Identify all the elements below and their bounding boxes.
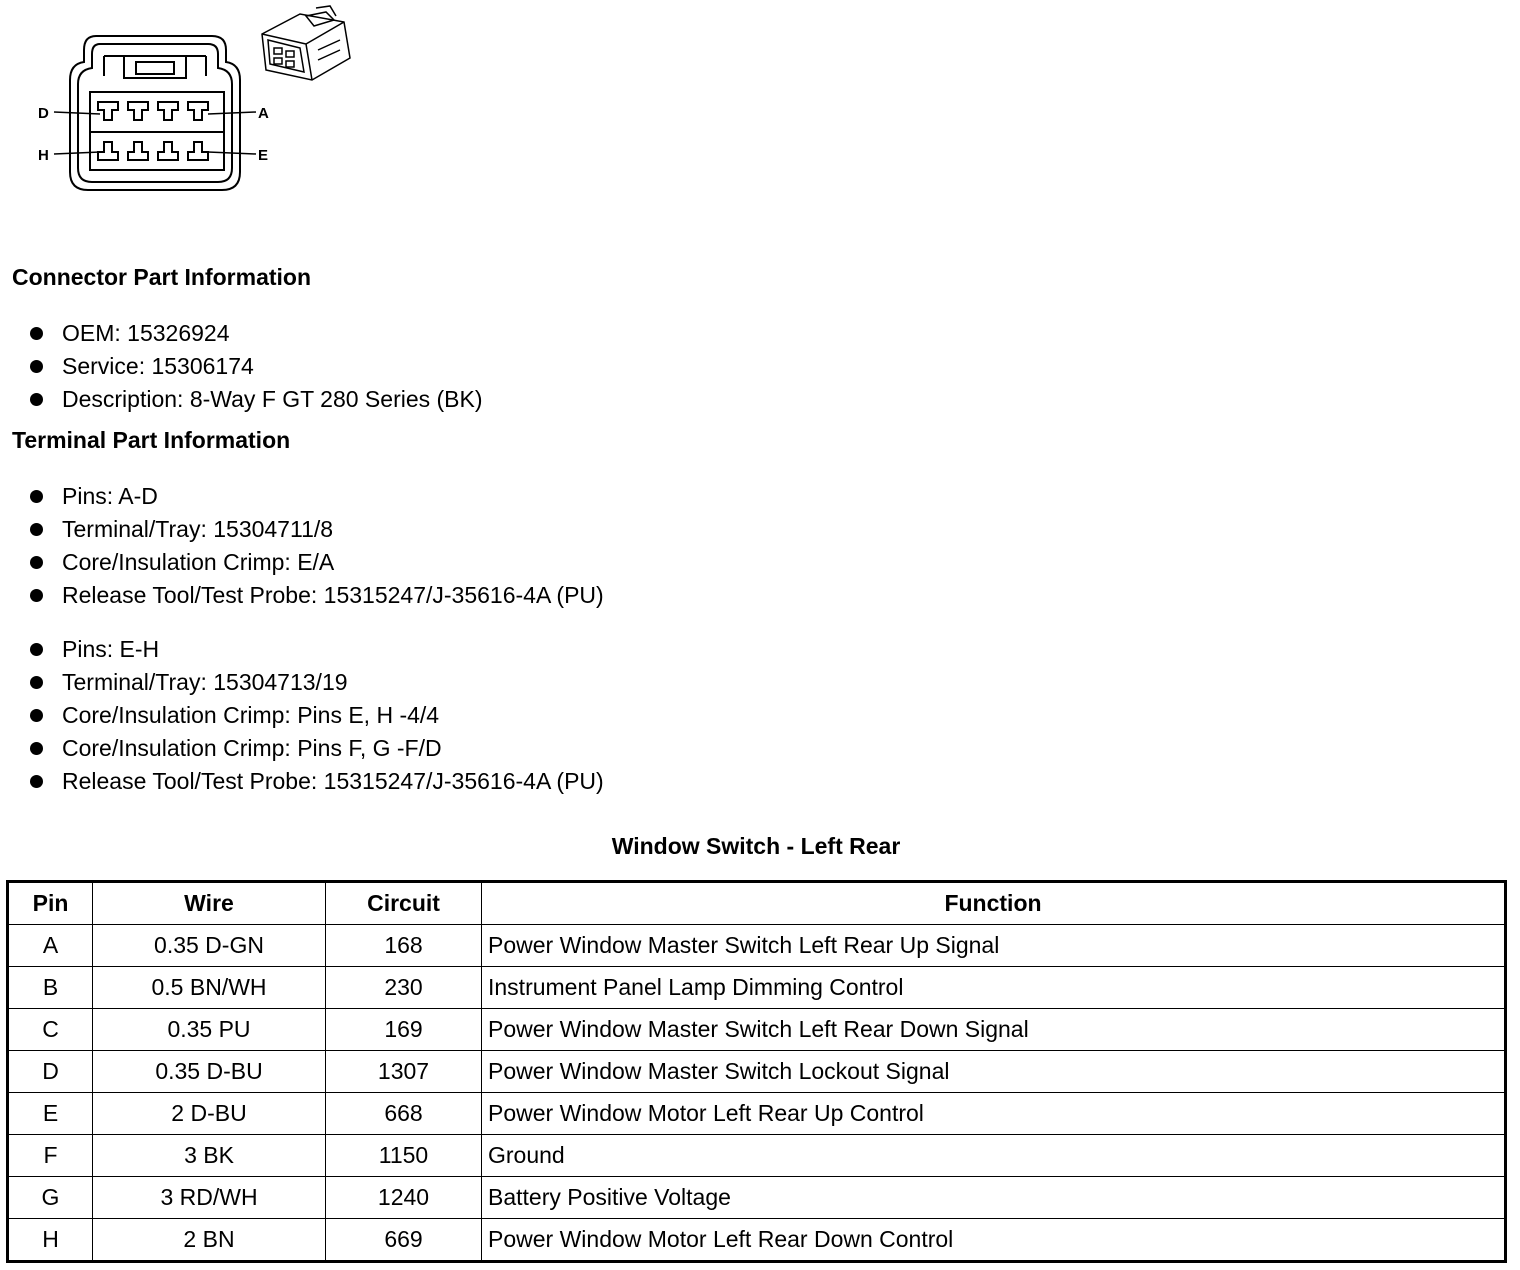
list-item: Service: 15306174 [30, 350, 483, 383]
cell-pin: C [8, 1009, 93, 1051]
list-item: Terminal/Tray: 15304711/8 [30, 513, 604, 546]
header-pin: Pin [8, 882, 93, 925]
connector-part-info-heading: Connector Part Information [12, 264, 312, 290]
cell-wire: 3 BK [93, 1135, 326, 1177]
terminal-group-a-d-list [30, 480, 604, 612]
pin-label-e: E [258, 147, 269, 164]
cell-circuit: 230 [326, 967, 482, 1009]
header-function: Function [482, 882, 1506, 925]
cell-pin: E [8, 1093, 93, 1135]
header-circuit: Circuit [326, 882, 482, 925]
list-item: Terminal/Tray: 15304713/19 [30, 666, 604, 699]
cell-pin: G [8, 1177, 93, 1219]
table-row [8, 1219, 1506, 1262]
cell-pin: D [8, 1051, 93, 1093]
header-wire: Wire [93, 882, 326, 925]
cell-wire: 0.35 D-GN [93, 925, 326, 967]
table-row [8, 1009, 1506, 1051]
list-item: Pins: E-H [30, 633, 604, 666]
cell-circuit: 1150 [326, 1135, 482, 1177]
list-item: Core/Insulation Crimp: Pins E, H -4/4 [30, 699, 604, 732]
list-item: Release Tool/Test Probe: 15315247/J-35616-4A (PU) [30, 765, 604, 798]
list-item: Core/Insulation Crimp: E/A [30, 546, 604, 579]
table-row [8, 1093, 1506, 1135]
cell-function: Power Window Master Switch Left Rear Down Signal [482, 1009, 1506, 1051]
bottom-row-terminals [98, 142, 208, 160]
pinout-table [6, 880, 1507, 1263]
cell-pin: A [8, 925, 93, 967]
cell-wire: 0.5 BN/WH [93, 967, 326, 1009]
connector-diagram [0, 0, 380, 210]
cell-pin: B [8, 967, 93, 1009]
list-item: Pins: A-D [30, 480, 604, 513]
cell-pin: F [8, 1135, 93, 1177]
cell-function: Power Window Master Switch Lockout Signal [482, 1051, 1506, 1093]
cell-wire: 3 RD/WH [93, 1177, 326, 1219]
cell-pin: H [8, 1219, 93, 1262]
cell-function: Power Window Motor Left Rear Up Control [482, 1093, 1506, 1135]
cell-wire: 0.35 D-BU [93, 1051, 326, 1093]
cell-function: Ground [482, 1135, 1506, 1177]
cell-wire: 0.35 PU [93, 1009, 326, 1051]
pin-label-a: A [258, 105, 269, 122]
cell-circuit: 1307 [326, 1051, 482, 1093]
terminal-group-e-h-list [30, 633, 604, 798]
list-item: OEM: 15326924 [30, 317, 483, 350]
cell-function: Instrument Panel Lamp Dimming Control [482, 967, 1506, 1009]
cell-wire: 2 BN [93, 1219, 326, 1262]
table-row [8, 1177, 1506, 1219]
cell-circuit: 668 [326, 1093, 482, 1135]
terminal-part-info-heading: Terminal Part Information [12, 427, 291, 453]
cell-circuit: 168 [326, 925, 482, 967]
list-item: Core/Insulation Crimp: Pins F, G -F/D [30, 732, 604, 765]
cell-function: Power Window Motor Left Rear Down Control [482, 1219, 1506, 1262]
top-row-terminals [98, 102, 208, 120]
table-row [8, 967, 1506, 1009]
pin-label-h: H [38, 147, 49, 164]
list-item: Description: 8-Way F GT 280 Series (BK) [30, 383, 483, 416]
cell-function: Battery Positive Voltage [482, 1177, 1506, 1219]
cell-circuit: 669 [326, 1219, 482, 1262]
cell-wire: 2 D-BU [93, 1093, 326, 1135]
cell-circuit: 169 [326, 1009, 482, 1051]
table-row [8, 1051, 1506, 1093]
connector-3d-thumbnail [262, 6, 350, 80]
list-item: Release Tool/Test Probe: 15315247/J-35616-4A (PU) [30, 579, 604, 612]
cell-circuit: 1240 [326, 1177, 482, 1219]
table-header-row [8, 882, 1506, 925]
pin-label-d: D [38, 105, 49, 122]
table-row [8, 925, 1506, 967]
table-row [8, 1135, 1506, 1177]
cell-function: Power Window Master Switch Left Rear Up Signal [482, 925, 1506, 967]
table-title: Window Switch - Left Rear [611, 833, 901, 859]
connector-part-info-list [30, 317, 483, 416]
